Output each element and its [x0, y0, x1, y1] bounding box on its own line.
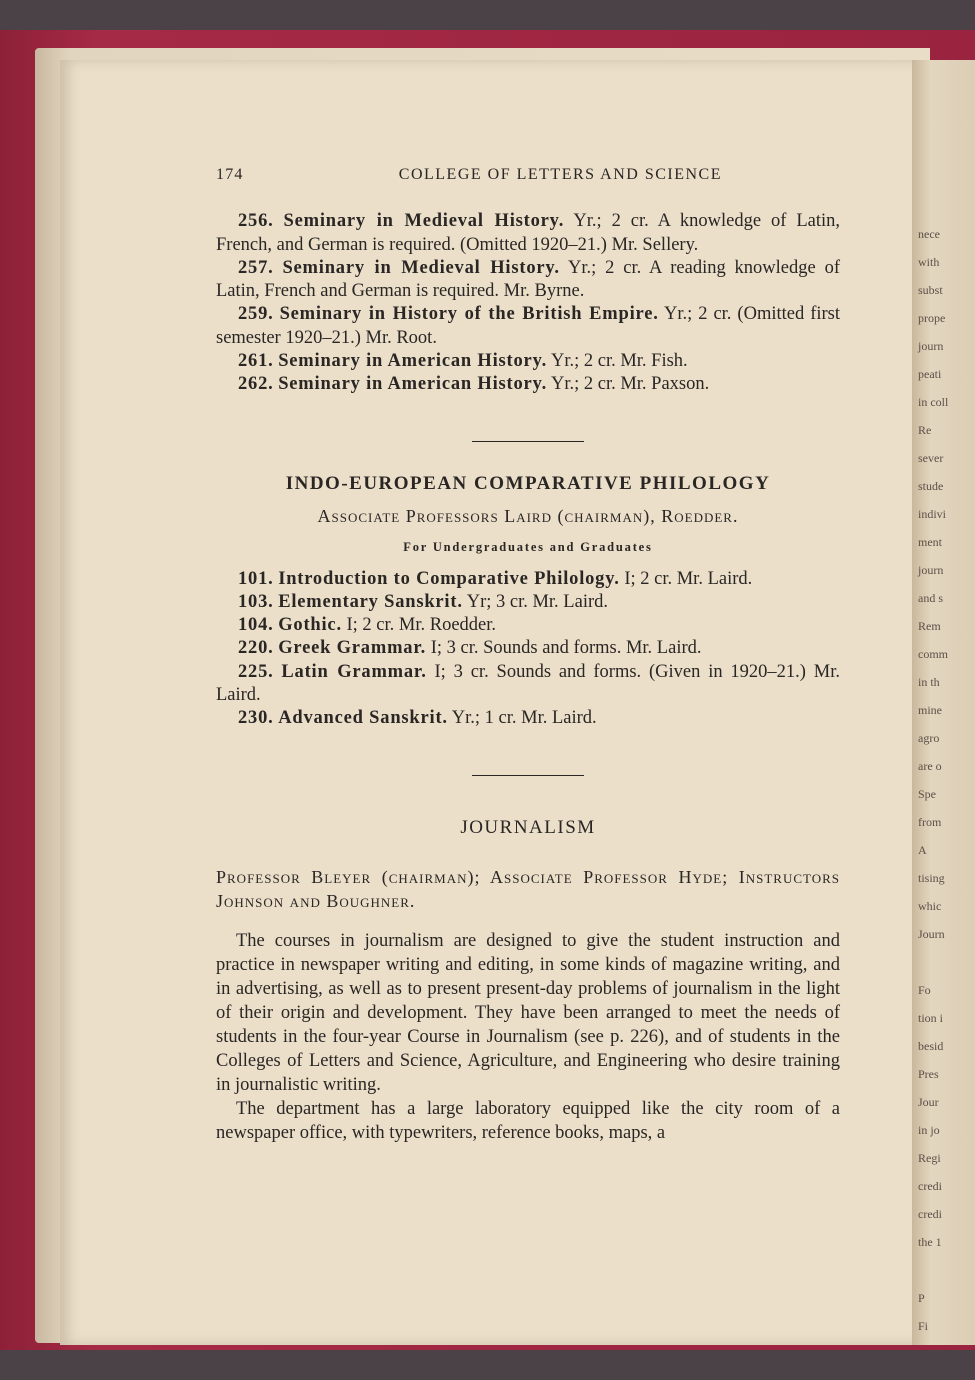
facing-page-fragment: agro: [918, 731, 940, 745]
running-head: [216, 163, 840, 186]
running-title: COLLEGE OF LETTERS AND SCIENCE: [398, 166, 722, 183]
course-details: I; 3 cr. Sounds and forms. Mr. Laird.: [426, 638, 702, 659]
facing-page-fragment: are o: [918, 759, 942, 773]
facing-page-edge: [912, 60, 975, 1345]
course-details: I; 3 cr. Sounds and forms. (Given in 1920–21.) Mr. Laird.: [216, 661, 840, 706]
facing-page-fragment: whic: [918, 899, 942, 913]
course-number: 101.: [238, 568, 274, 589]
facing-page-fragment: Pres: [918, 1067, 939, 1081]
course-title: Seminary in History of the British Empire.: [279, 304, 659, 325]
facing-page-fragment: journ: [918, 563, 944, 577]
course-entry-225: [216, 661, 840, 708]
facing-page-fragment: tion i: [918, 1011, 944, 1025]
course-number: 220.: [238, 638, 274, 659]
facing-page-fragment: prope: [918, 311, 946, 325]
course-details: Yr.; 2 cr. A reading knowledge of Latin, French and German is required. Mr. Byrne.: [216, 257, 840, 302]
course-details: I; 2 cr. Mr. Laird.: [619, 568, 753, 589]
facing-page-fragment: sever: [918, 451, 944, 465]
course-entry-103: [216, 591, 840, 614]
paragraph-1: The courses in journalism are designed to give the student instruction and practice in newspaper writing and editing, in some kinds of magazine writing, and in advertising, as well as to present present-day problems of journalism in the light of their origin and development. They have been arranged to meet the needs of students in the four-year Course in Journalism (see p. 226), and of students in the Colleges of Letters and Science, Agriculture, and Engineering who desire training in journalistic writing.: [216, 930, 840, 1095]
course-title: Seminary in Medieval History.: [283, 211, 565, 232]
facing-page-fragment: stude: [918, 479, 944, 493]
page-text: [216, 163, 840, 1145]
course-title: Advanced Sanskrit.: [278, 708, 448, 729]
course-title: Seminary in Medieval History.: [282, 257, 560, 278]
course-entry-104: [216, 614, 840, 637]
facing-page-fragment: from: [918, 815, 942, 829]
facing-page-fragment: subst: [918, 283, 943, 297]
facing-page-fragment: credi: [918, 1179, 942, 1193]
facing-page-fragment: besid: [918, 1039, 944, 1053]
course-number: 257.: [238, 257, 274, 278]
course-details: Yr.; 2 cr. Mr. Paxson.: [547, 374, 710, 395]
paragraph-2: The department has a large laboratory equipped like the city room of a newspaper office, with typewriters, reference books, maps, a: [216, 1098, 840, 1143]
facing-page-fragment: in coll: [918, 395, 949, 409]
course-entry-257: [216, 257, 840, 304]
facing-page-fragment: journ: [918, 339, 944, 353]
course-title: Seminary in American History.: [278, 351, 548, 372]
facing-page-fragment: [918, 948, 948, 976]
section-heading-philology: INDO-EUROPEAN COMPARATIVE PHILOLOGY: [285, 472, 771, 494]
course-number: 261.: [238, 351, 274, 372]
course-details: Yr.; 1 cr. Mr. Laird.: [447, 708, 597, 729]
facing-page-fragment: A: [918, 843, 927, 857]
facing-page-fragment: tising: [918, 871, 945, 885]
facing-page-fragment: the 1: [918, 1235, 942, 1249]
facing-page-fragment: in th: [918, 675, 940, 689]
facing-page-fragment: Re: [918, 423, 932, 437]
faculty-line-journalism: Professor Bleyer (chairman); Associate Professor Hyde; Instructors Johnson and Boughner.: [216, 866, 840, 911]
facing-page-fragment: mine: [918, 703, 942, 717]
facing-page-fragment: comm: [918, 647, 948, 661]
facing-page-fragment: Jour: [918, 1095, 939, 1109]
subheading: For Undergraduates and Graduates: [403, 540, 653, 555]
course-details: Yr.; 2 cr. A knowledge of Latin, French, and German is required. (Omitted 1920–21.) Mr. Sellery.: [216, 211, 841, 255]
course-title: Latin Grammar.: [281, 661, 427, 682]
course-entry-262: [216, 373, 840, 396]
course-entry-230: [216, 707, 840, 730]
course-number: 230.: [238, 708, 274, 729]
course-details: Yr.; 2 cr. (Omitted first semester 1920–21.) Mr. Root.: [216, 304, 841, 348]
page-number: 174: [216, 166, 244, 183]
course-details: I; 2 cr. Mr. Roedder.: [341, 615, 497, 636]
course-entry-259: [216, 303, 840, 350]
course-title: Gothic.: [278, 615, 342, 636]
facing-page-fragment: Rem: [918, 619, 941, 633]
course-details: Yr.; 2 cr. Mr. Fish.: [547, 351, 688, 372]
course-number: 104.: [238, 615, 274, 636]
course-entry-220: [216, 637, 840, 660]
course-entry-256: [216, 210, 840, 257]
course-title: Elementary Sanskrit.: [278, 591, 463, 612]
course-entry-101: [216, 568, 840, 591]
course-entry-261: [216, 350, 840, 373]
facing-page-fragment: nece: [918, 227, 940, 241]
section-heading-journalism: JOURNALISM: [460, 816, 596, 838]
facing-page-fragment: peati: [918, 367, 942, 381]
course-title: Greek Grammar.: [278, 638, 427, 659]
course-number: 256.: [238, 211, 274, 232]
facing-page-fragment: credi: [918, 1207, 942, 1221]
course-title: Introduction to Comparative Philology.: [278, 568, 620, 589]
course-title: Seminary in American History.: [278, 374, 548, 395]
facing-page-fragment: Regi: [918, 1151, 941, 1165]
facing-page-fragment: Fi: [918, 1319, 929, 1333]
facing-page-fragment: ment: [918, 535, 942, 549]
facing-page-fragment: [918, 1256, 948, 1284]
facing-page-fragment: Journ: [918, 927, 945, 941]
facing-page-fragment: in jo: [918, 1123, 940, 1137]
facing-page-fragment: Spe: [918, 787, 936, 801]
course-number: 262.: [238, 374, 274, 395]
facing-page-fragment: with: [918, 255, 940, 269]
faculty-line-philology: Associate Professors Laird (chairman), Roedder.: [317, 505, 739, 526]
course-number: 259.: [238, 304, 274, 325]
facing-page-fragment: indivi: [918, 507, 947, 521]
facing-page-fragment: Fo: [918, 983, 931, 997]
course-details: Yr; 3 cr. Mr. Laird.: [462, 591, 608, 612]
facing-page-fragment: P: [918, 1291, 925, 1305]
course-number: 225.: [238, 661, 274, 682]
facing-page-fragment: and s: [918, 591, 943, 605]
course-number: 103.: [238, 591, 274, 612]
facing-page-fragments: [918, 220, 948, 1340]
